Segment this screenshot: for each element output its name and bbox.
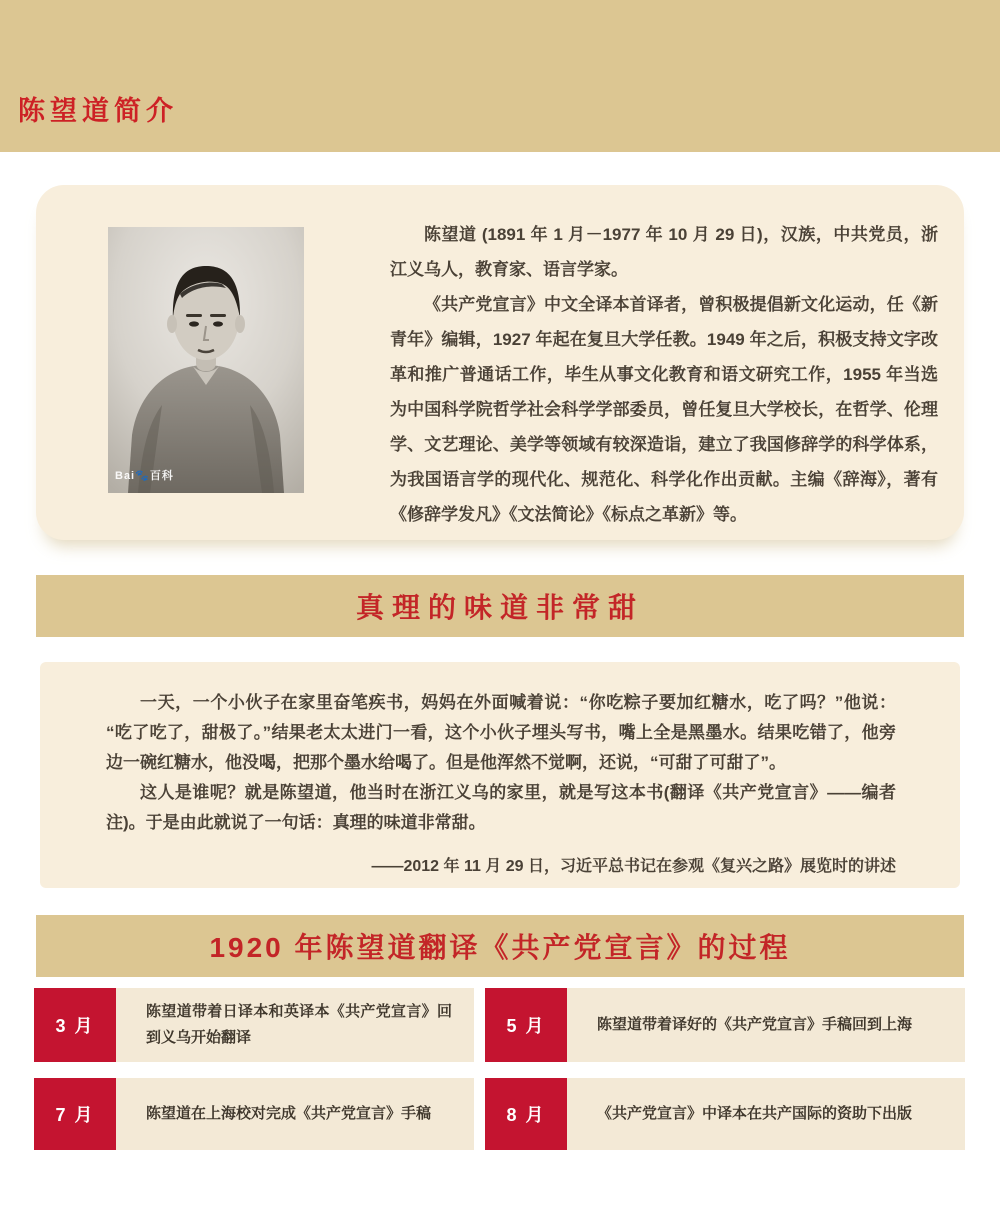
story-paragraph: 一天，一个小伙子在家里奋笔疾书，妈妈在外面喊着说：“你吃粽子要加红糖水，吃了吗？”他说：“吃了吃了，甜极了。”结果老太太进门一看，这个小伙子埋头写书，嘴上全是黑墨水。结果吃错了，他旁边一碗红糖水，他没喝，把那个墨水给喝了。但是他浑然不觉啊，还说，“可甜了可甜了”。 [106, 693, 896, 772]
portrait-illustration [108, 227, 304, 493]
month-badge: 5 月 [485, 988, 567, 1062]
timeline-text: 陈望道带着译好的《共产党宣言》手稿回到上海 [597, 1016, 913, 1033]
timeline-card-august [485, 1078, 965, 1150]
story-card [40, 662, 960, 888]
story-attribution: ——2012 年 11 月 29 日，习近平总书记在参观《复兴之路》展览时的讲述 [371, 858, 896, 875]
bio-paragraph: 陈望道 (1891 年 1 月－1977 年 10 月 29 日)，汉族，中共党员，浙江义乌人，教育家、语言学家。 [390, 225, 938, 279]
timeline-text: 《共产党宣言》中译本在共产国际的资助下出版 [597, 1105, 913, 1122]
baidu-watermark: Bai🐾百科 [115, 470, 174, 482]
timeline-text: 陈望道在上海校对完成《共产党宣言》手稿 [146, 1105, 432, 1122]
month-badge: 7 月 [34, 1078, 116, 1150]
timeline-text: 陈望道带着日译本和英译本《共产党宣言》回到义乌开始翻译 [146, 1003, 452, 1046]
section-banner-process [36, 915, 964, 977]
timeline-card-march [34, 988, 474, 1062]
month-badge: 3 月 [34, 988, 116, 1062]
month-badge: 8 月 [485, 1078, 567, 1150]
section-banner-truth [36, 575, 964, 637]
section-title-process: 1920 年陈望道翻译《共产党宣言》的过程 [209, 932, 791, 963]
bio-paragraph: 《共产党宣言》中文全译本首译者，曾积极提倡新文化运动，任《新青年》编辑，1927 年起在复旦大学任教。1949 年之后，积极支持文字改革和推广普通话工作，毕生从事文化教育和语文研究工作，1955 年当选为中国科学院哲学社会科学学部委员，曾任复旦大学校长，在哲学、伦理学、文艺理论、美学等领域有较深造诣，建立了我国修辞学的科学体系，为我国语言学的现代化、规范化、科学化作出贡献。主编《辞海》，著有《修辞学发凡》《文法简论》《标点之革新》等。 [390, 295, 938, 524]
portrait-photo [108, 227, 304, 493]
timeline-card-may [485, 988, 965, 1062]
timeline-card-july [34, 1078, 474, 1150]
section-title-truth: 真理的味道非常甜 [355, 592, 644, 623]
bio-card [36, 185, 964, 540]
story-paragraph: 这人是谁呢？就是陈望道，他当时在浙江义乌的家里，就是写这本书(翻译《共产党宣言》——编者注)。于是由此就说了一句话：真理的味道非常甜。 [106, 783, 896, 832]
bio-text [390, 217, 938, 532]
header-band [0, 0, 1000, 152]
page-title: 陈望道简介 [18, 96, 178, 126]
